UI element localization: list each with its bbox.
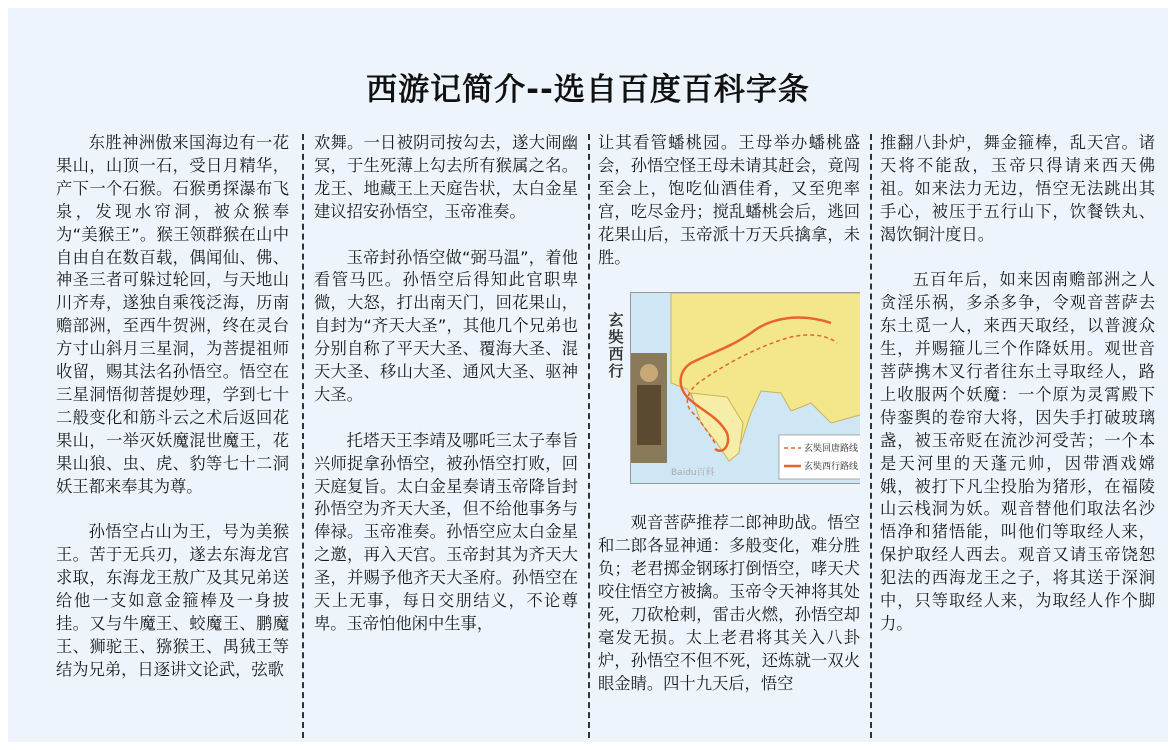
legend-return-label: 玄奘回唐路线 (804, 444, 859, 455)
paragraph: 欢舞。一日被阴司按勾去，遂大闹幽冥，于生死薄上勾去所有猴属之名。龙王、地藏王上天庭告状，太白金星建议招安孙悟空，玉帝准奏。 (314, 133, 578, 221)
paragraph: 孙悟空占山为王，号为美猴王。苦于无兵刃，遂去东海龙宫求取，东海龙王敖广及其兄弟送给他一支如意金箍棒及一身披挂。又与牛魔王、蛟魔王、鹏魔王、狮驼王、猕猴王、禺狨王等结为兄弟，日逐讲文论武，弦歌 (56, 522, 289, 679)
column-1 (56, 132, 289, 742)
column-divider (870, 134, 872, 738)
page (8, 8, 1168, 742)
paragraph: 玉帝封孙悟空做“弼马温”，着他看管马匹。孙悟空后得知此官职卑微，大怒，打出南天门，回花果山，自封为“齐天大圣”，其他几个兄弟也分别自称了平天大圣、覆海大圣、混天大圣、移山大圣、通风大圣、驱神大圣。 (314, 247, 578, 404)
paragraph: 推翻八卦炉，舞金箍棒，乱天宫。诸天将不能敌，玉帝只得请来西天佛祖。如来法力无边，悟空无法跳出其手心，被压于五行山下，饮餐铁丸、渴饮铜汁度日。 (880, 133, 1155, 244)
legend-west-label: 玄奘西行路线 (804, 462, 859, 473)
journey-map (630, 292, 860, 484)
column-2 (314, 132, 578, 742)
page-title: 西游记简介--选自百度百科字条 (366, 72, 810, 108)
paragraph: 观音菩萨推荐二郎神助战。悟空和二郎各显神通：多般变化，难分胜负；老君掷金钢琢打倒悟空，哮天犬咬住悟空方被擒。玉帝令天神将其处死，刀砍枪刺，雷击火燃，孙悟空却毫发无损。太上老君将其关入八卦炉，孙悟空不但不死，还炼就一双火眼金睛。四十九天后，悟空 (598, 513, 860, 693)
paragraph: 五百年后，如来因南赡部洲之人贪淫乐祸，多杀多争，令观音菩萨去东土觅一人，来西天取经，以普渡众生，并赐箍儿三个作降妖用。观世音菩萨携木叉行者往东土寻取经人，路上收服两个妖魔：一个原为灵霄殿下侍銮舆的卷帘大将，因失手打破玻璃盏，被玉帝贬在流沙河受苦；一个本是天河里的天蓬元帅，因带酒戏嫦娥，被打下凡尘投胎为猪形，在福陵山云栈洞为妖。观音替他们取法名沙悟净和猪悟能，叫他们等取经人来，保护取经人西去。观音又请玉帝饶恕犯法的西海龙王之子，将其送于深涧中，只等取经人来，为取经人作个脚力。 (880, 270, 1155, 634)
journey-map-figure (598, 292, 860, 486)
column-3 (598, 132, 860, 742)
map-watermark: Baidu百科 (671, 468, 715, 479)
paragraph: 让其看管蟠桃园。王母举办蟠桃盛会，孙悟空怪王母未请其赶会，竟闯至会上，饱吃仙酒佳肴，又至兜率宫，吃尽金丹；搅乱蟠桃会后，逃回花果山后，玉帝派十万天兵擒拿，未胜。 (598, 133, 860, 267)
map-image (631, 293, 860, 483)
paragraph: 东胜神洲傲来国海边有一花果山，山顶一石，受日月精华，产下一个石猴。石猴勇探瀑布飞泉，发现水帘洞，被众猴奉为“美猴王”。猴王领群猴在山中自由自在数百载，偶闻仙、佛、神圣三者可躲过轮回，与天地山川齐寿，遂独自乘筏泛海，历南赡部洲，至西牛贺洲，终在灵台方寸山斜月三星洞，为菩提祖师收留，赐其法名孙悟空。悟空在三星洞悟彻菩提妙理，学到七十二般变化和筋斗云之术后返回花果山，一举灭妖魔混世魔王，花果山狼、虫、虎、豹等七十二洞妖王都来奉其为尊。 (56, 133, 289, 496)
column-divider (588, 134, 590, 738)
column-divider (302, 134, 304, 738)
column-4 (880, 132, 1155, 742)
paragraph: 托塔天王李靖及哪吒三太子奉旨兴师捉拿孙悟空，被孙悟空打败，回天庭复旨。太白金星奏请玉帝降旨封孙悟空为齐天大圣，但不给他事务与俸禄。玉帝准奏。孙悟空应太白金星之邀，再入天宫。玉帝封其为齐天大圣，并赐予他齐天大圣府。孙悟空在天上无事，每日交朋结义，不论尊卑。玉帝怕他闲中生事， (314, 430, 578, 633)
map-side-label: 玄奘西行 (608, 311, 624, 381)
map-legend (779, 435, 860, 479)
